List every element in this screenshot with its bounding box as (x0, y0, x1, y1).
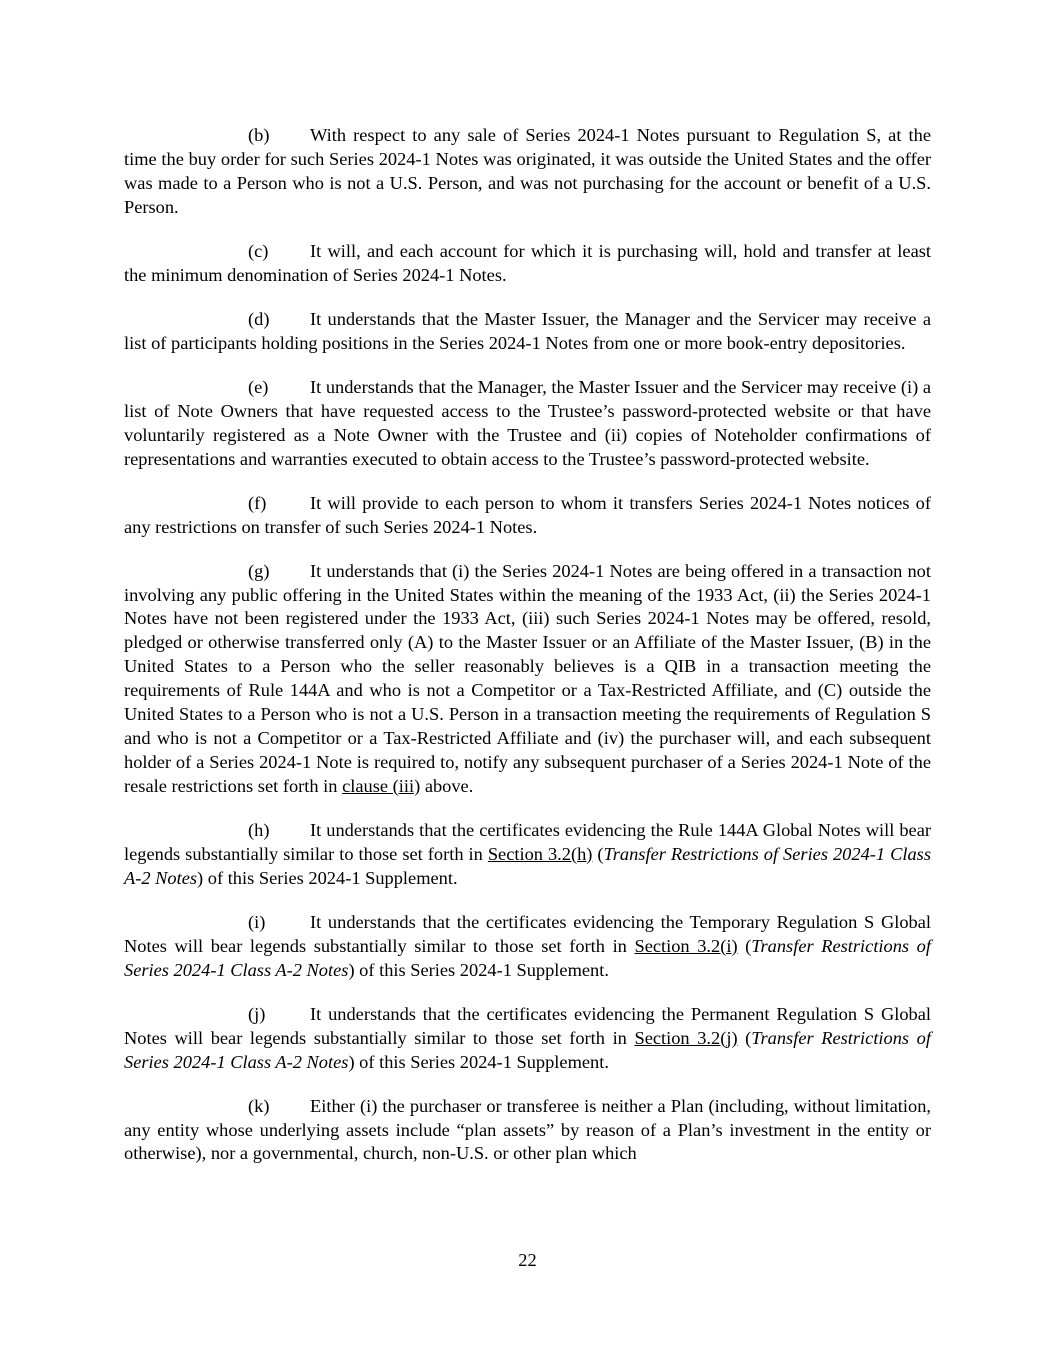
paragraph-text: With respect to any sale of Series 2024-1 Notes pursuant to Regulation S, at the time the buy order for such Series 2024-1 Notes was originated, it was outside the United States and the offer was made to a Person who is not a U.S. Person, and was not purchasing for the account or benefit of a U.S. Person. (124, 125, 931, 217)
paragraph-f (124, 492, 931, 540)
section-title: Transfer Restrictions of Series 2024-1 Class A-2 Notes (124, 843, 931, 888)
section-reference-link: Section 3.2(j) (634, 1027, 738, 1048)
paragraph-text: It understands that the Manager, the Master Issuer and the Servicer may receive (i) a list of Note Owners that have requested access to the Trustee’s password-protected website or that have voluntarily registered as a Note Owner with the Trustee and (ii) copies of Noteholder confirmations of representations and warranties executed to obtain access to the Trustee’s password-protected website. (124, 376, 931, 469)
paragraph-text-end: above. (424, 775, 474, 796)
paragraph-label: (i) (248, 911, 266, 932)
paragraph-label: (f) (248, 492, 267, 513)
paragraph-label: (d) (248, 308, 270, 329)
paragraph-text: Either (i) the purchaser or transferee is neither a Plan (including, without limitation, any entity whose underlying assets include “plan assets” by reason of a Plan’s investment in the entity or otherwise), nor a governmental, church, non-U.S. or other plan which (124, 1095, 931, 1164)
paragraph-label: (h) (248, 819, 270, 840)
paragraph-j: (j) It understands that the certificates evidencing the Permanent Regulation S Global Notes will bear legends substantially similar to those set forth in Section 3.2(j) (Transfer Restrictions of Series 2024-1 Class A-2 Notes) of this Series 2024-1 Supplement. (124, 1003, 931, 1072)
section-title: Transfer Restrictions of Series 2024-1 Class A-2 Notes (124, 1027, 931, 1072)
clause-reference-link: clause (iii) (342, 775, 421, 796)
section-title: Transfer Restrictions of Series 2024-1 Class A-2 Notes (124, 935, 931, 980)
section-reference-link: Section 3.2(h) (487, 843, 593, 864)
paragraph-b (124, 124, 931, 220)
paragraph-text-end: of this Series 2024-1 Supplement. (207, 867, 458, 888)
paragraph-label: (k) (248, 1095, 270, 1116)
paragraph-label: (g) (248, 560, 270, 581)
paragraph-text: It understands that (i) the Series 2024-1 Notes are being offered in a transaction not involving any public offering in the United States within the meaning of the 1933 Act, (ii) the Series 2024-1 Notes have not been registered under the 1933 Act, (iii) such Series 2024-1 Notes may be offered, resold, pledged or otherwise transferred only (A) to the Master Issuer or an Affiliate of the Master Issuer, (B) in the United States to a Person who the seller reasonably believes is a QIB in a transaction meeting the requirements of Rule 144A and who is not a Competitor or a Tax-Restricted Affiliate, and (C) outside the United States to a Person who is not a U.S. Person in a transaction meeting the requirements of Regulation S and who is not a Competitor or a Tax-Restricted Affiliate and (iv) the purchaser will, and each subsequent holder of a Series 2024-1 Note is required to, notify any subsequent purchaser of a Series 2024-1 Note of the resale restrictions set forth in (124, 560, 931, 796)
paragraph-text: It understands that the Master Issuer, the Manager and the Servicer may receive a list of participants holding positions in the Series 2024-1 Notes from one or more book-entry depositories. (124, 308, 931, 353)
paragraph-text: It will provide to each person to whom it transfers Series 2024-1 Notes notices of any restrictions on transfer of such Series 2024-1 Notes. (124, 492, 931, 537)
paragraph-i: (i) It understands that the certificates evidencing the Temporary Regulation S Global Notes will bear legends substantially similar to those set forth in Section 3.2(i) (Transfer Restrictions of Series 2024-1 Class A-2 Notes) of this Series 2024-1 Supplement. (124, 911, 931, 980)
paragraph-text: It understands that the certificates evidencing the Temporary Regulation S Global Notes will bear legends substantially similar to those set forth in (124, 911, 931, 956)
paragraph-g (124, 560, 931, 799)
paragraph-d (124, 308, 931, 356)
document-page (124, 124, 931, 1187)
paragraph-text: It understands that the certificates evidencing the Rule 144A Global Notes will bear legends substantially similar to those set forth in (124, 819, 931, 864)
paragraph-c (124, 240, 931, 288)
paragraph-label: (e) (248, 376, 269, 397)
paragraph-text-end: of this Series 2024-1 Supplement. (359, 1051, 609, 1072)
paragraph-label: (b) (248, 125, 270, 145)
paragraph-h: (h) It understands that the certificates evidencing the Rule 144A Global Notes will bear legends substantially similar to those set forth in Section 3.2(h) (Transfer Restrictions of Series 2024-1 Class A-2 Notes) of this Series 2024-1 Supplement. (124, 819, 931, 888)
paragraph-label: (j) (248, 1003, 266, 1024)
paragraph-text-end: of this Series 2024-1 Supplement. (359, 959, 609, 980)
paragraph-label: (c) (248, 240, 269, 261)
paragraph-k (124, 1095, 931, 1167)
paragraph-text: It will, and each account for which it is purchasing will, hold and transfer at least the minimum denomination of Series 2024-1 Notes. (124, 240, 931, 285)
paragraph-e (124, 376, 931, 472)
section-reference-link: Section 3.2(i) (634, 935, 738, 956)
paragraph-text: It understands that the certificates evidencing the Permanent Regulation S Global Notes will bear legends substantially similar to those set forth in (124, 1003, 931, 1048)
page-number: 22 (518, 1250, 537, 1270)
